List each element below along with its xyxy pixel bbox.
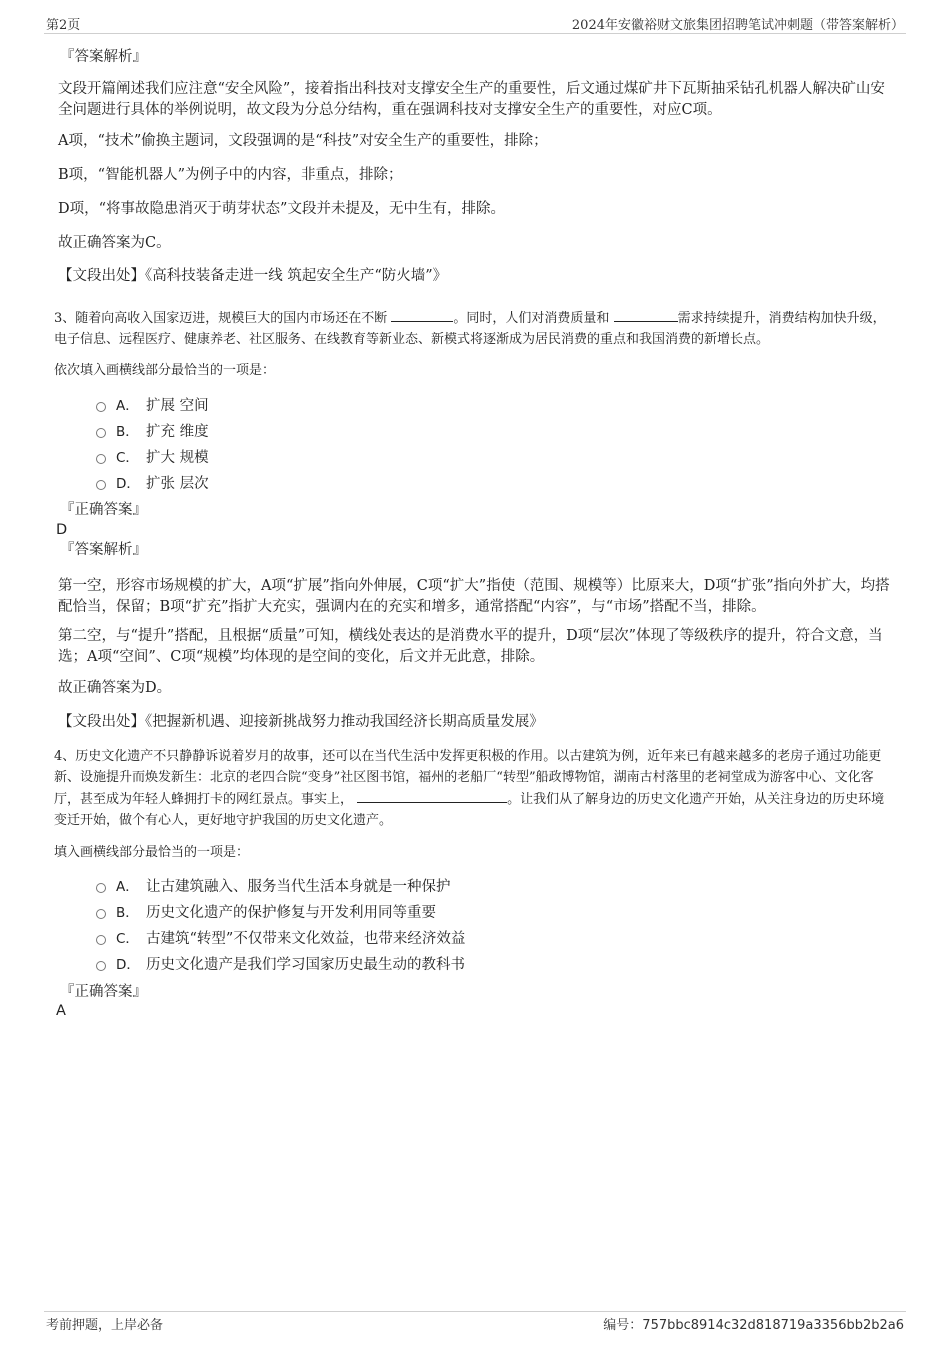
q2-analysis-label: 『答案解析』	[60, 49, 147, 65]
q2-option-d-note: D项，“将事故隐患消灭于萌芽状态”文段并未提及，无中生有，排除。	[58, 201, 505, 217]
q2-conclusion: 故正确答案为C。	[58, 235, 171, 251]
q3-option-d[interactable]: D． 扩张 层次	[96, 473, 209, 495]
footer-code	[603, 1314, 904, 1333]
q4-option-a[interactable]: A． 让古建筑融入、服务当代生活本身就是一种保护	[96, 876, 451, 898]
radio-icon[interactable]	[96, 480, 106, 490]
q2-option-b-note: B项，“智能机器人”为例子中的内容，非重点，排除；	[58, 167, 403, 183]
q3-analysis-label: 『答案解析』	[60, 542, 147, 558]
q4-stem-part1: 4、历史文化遗产不只静静诉说着岁月的故事，还可以在当代生活中发挥更积极的作用。以古建筑为例，近年来已有越来越多的老房子通过功能更新、设施提升而焕发新生：北京的老四合院“变身”社区图书馆，福州的老船厂“转型”船政博物馆，湖南古村落里的老祠堂成为游客中心、文化客厅，甚至成为年轻人蜂拥打卡的网红景点。事实上，	[54, 749, 882, 807]
q3-blank-2	[614, 307, 678, 322]
q3-blank-1	[391, 307, 453, 322]
q4-option-d[interactable]: D． 历史文化遗产是我们学习国家历史最生动的教科书	[96, 954, 465, 976]
q3-analysis-para1: 第一空，形容市场规模的扩大，A项“扩展”指向外伸展，C项“扩大”指使（范围、规模等）比原来大，D项“扩张”指向外扩大，均搭配恰当，保留；B项“扩充”指扩大充实，强调内在的充实和增多，通常搭配“内容”，与“市场”搭配不当，排除。	[58, 578, 890, 615]
q3-option-c[interactable]: C． 扩大 规模	[96, 447, 209, 469]
q4-stem-part2: 。让我们从了解身边的历史文化遗产开始，从关注身边的历史环境变迁开始，做个有心人，更好地守护我国的历史文化遗产。	[54, 792, 885, 828]
q3-answer-label: 『正确答案』	[60, 502, 147, 518]
q3-source: 【文段出处】《把握新机遇、迎接新挑战努力推动我国经济长期高质量发展》	[58, 714, 544, 730]
q2-source: 【文段出处】《高科技装备走进一线 筑起安全生产“防火墙”》	[58, 268, 448, 284]
q3-prompt: 依次填入画横线部分最恰当的一项是：	[54, 363, 276, 378]
header-divider	[44, 33, 906, 34]
q3-stem-part2: 。同时，人们对消费质量和	[453, 311, 610, 326]
footer-slogan: 考前押题，上岸必备	[46, 1318, 164, 1333]
radio-icon[interactable]	[96, 428, 106, 438]
q3-conclusion: 故正确答案为D。	[58, 680, 172, 696]
radio-icon[interactable]	[96, 883, 106, 893]
document-title: 2024年安徽裕财文旅集团招聘笔试冲刺题（带答案解析）	[571, 18, 904, 33]
q3-stem	[54, 307, 894, 350]
q4-prompt: 填入画横线部分最恰当的一项是：	[54, 845, 250, 860]
q3-option-a[interactable]: A． 扩展 空间	[96, 395, 209, 417]
radio-icon[interactable]	[96, 454, 106, 464]
q4-blank	[357, 788, 507, 803]
footer-code-label: 编号：	[603, 1318, 643, 1333]
radio-icon[interactable]	[96, 935, 106, 945]
radio-icon[interactable]	[96, 402, 106, 412]
q4-option-b[interactable]: B． 历史文化遗产的保护修复与开发利用同等重要	[96, 902, 436, 924]
q2-analysis-para: 文段开篇阐述我们应注意“安全风险”，接着指出科技对支撑安全生产的重要性，后文通过煤矿井下瓦斯抽采钻孔机器人解决矿山安全问题进行具体的举例说明，故文段为分总分结构，重在强调科技对支撑安全生产的重要性，对应C项。	[58, 81, 885, 118]
q3-answer: D	[56, 522, 68, 538]
q3-stem-part3: 需求持续提升，消费结构加快升级，电子信息、远程医疗、健康养老、社区服务、在线教育等新业态、新模式将逐渐成为居民消费的重点和我国消费的新增长点。	[54, 311, 886, 347]
q3-stem-part1: 3、随着向高收入国家迈进，规模巨大的国内市场还在不断	[54, 311, 388, 326]
q4-answer-label: 『正确答案』	[60, 984, 147, 1000]
q3-analysis-para2: 第二空，与“提升”搭配，且根据“质量”可知，横线处表达的是消费水平的提升，D项“层次”体现了等级秩序的提升，符合文意，当选；A项“空间”、C项“规模”均体现的是空间的变化，后文并无此意，排除。	[58, 628, 883, 665]
radio-icon[interactable]	[96, 909, 106, 919]
q4-option-c[interactable]: C． 古建筑“转型”不仅带来文化效益，也带来经济效益	[96, 928, 465, 950]
q3-option-b[interactable]: B． 扩充 维度	[96, 421, 209, 443]
q4-answer: A	[56, 1003, 66, 1019]
page-number: 第2页	[46, 18, 81, 33]
q2-option-a-note: A项，“技术”偷换主题词，文段强调的是“科技”对安全生产的重要性，排除；	[58, 133, 548, 149]
footer-code-value: 757bbc8914c32d818719a3356bb2b2a6	[642, 1318, 904, 1333]
footer-divider	[44, 1311, 906, 1312]
q4-stem	[54, 746, 896, 831]
radio-icon[interactable]	[96, 961, 106, 971]
